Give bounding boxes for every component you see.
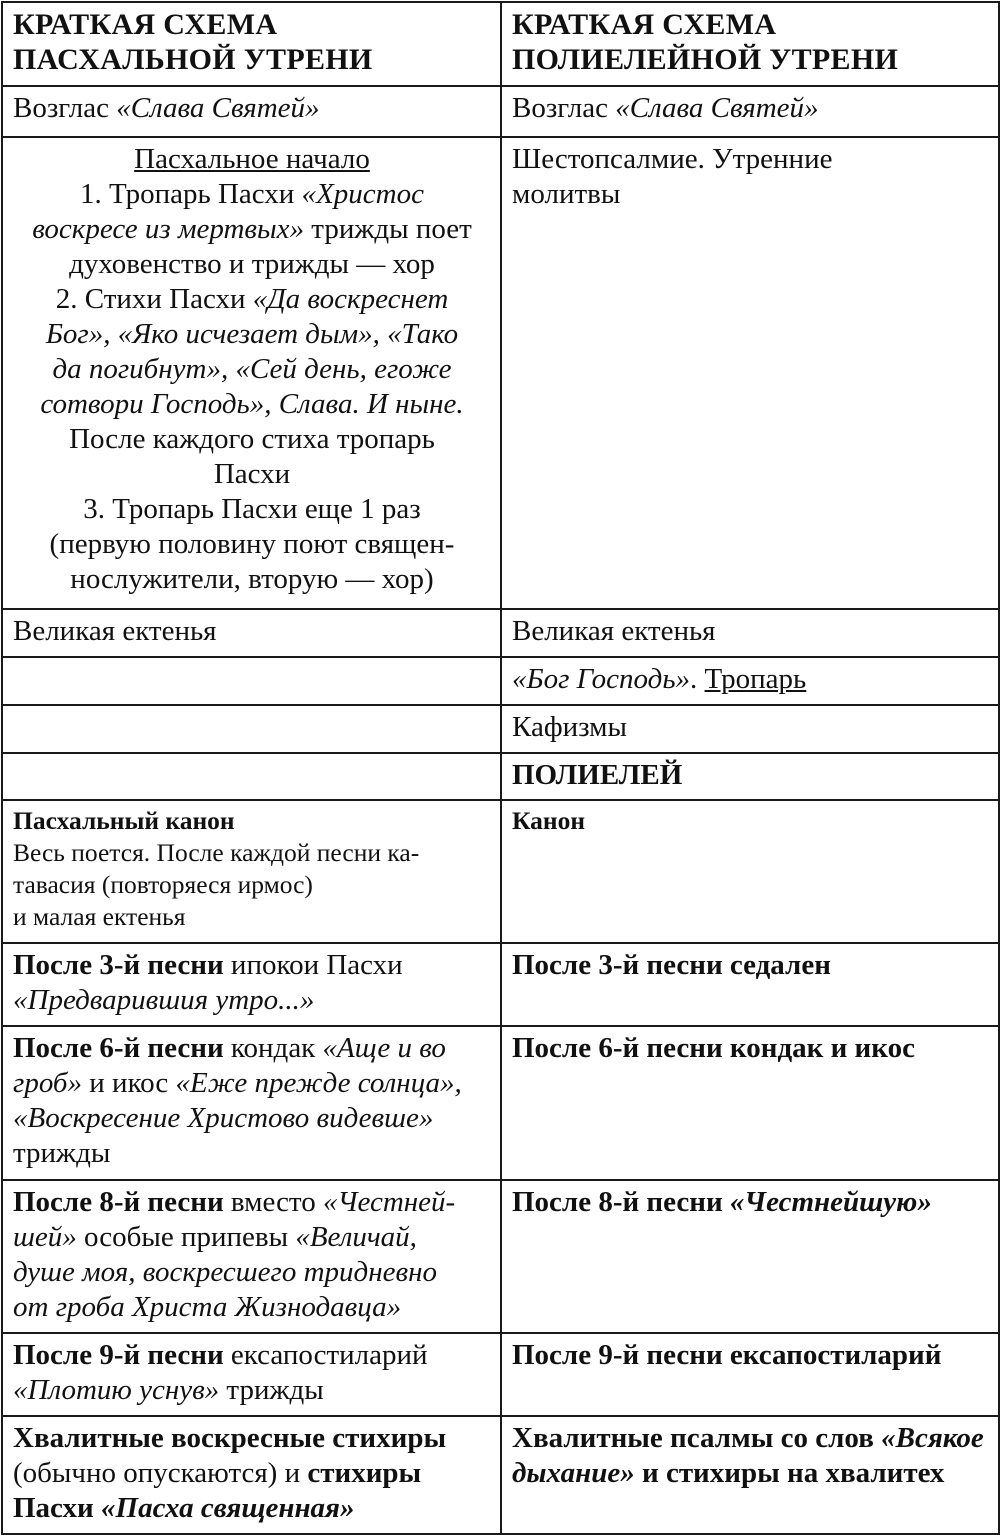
cell-right: Канон: [501, 800, 999, 943]
cell-left: После 6-й песни кондак «Аще и во гроб» и икос «Еже прежде солнца», «Воскресение Христово видевше» трижды: [2, 1026, 501, 1180]
cell-left: Великая ектенья: [2, 609, 501, 657]
cell-left: Хвалитные воскресные стихиры (обычно опускаются) и стихиры Пасхи «Пасха священная»: [2, 1416, 501, 1534]
table-row: [2, 1026, 999, 1180]
cell-right: Возглас «Слава Святей»: [501, 86, 999, 137]
table-row: [2, 943, 999, 1026]
cell-left-empty: [2, 657, 501, 705]
cell-right: Кафизмы: [501, 705, 999, 753]
table-row: [2, 137, 999, 609]
table-row: [2, 800, 999, 943]
cell-left: Возглас «Слава Святей»: [2, 86, 501, 137]
header-left: КРАТКАЯ СХЕМА ПАСХАЛЬНОЙ УТРЕНИ: [2, 2, 501, 86]
table-row: [2, 86, 999, 137]
comparison-table: [1, 1, 1000, 1535]
cell-left-empty: [2, 705, 501, 753]
table-row: [2, 657, 999, 705]
table-row: [2, 609, 999, 657]
cell-right: ПОЛИЕЛЕЙ: [501, 753, 999, 800]
table-row: [2, 705, 999, 753]
cell-right: После 9-й песни ексапостиларий: [501, 1333, 999, 1416]
header-right: КРАТКАЯ СХЕМА ПОЛИЕЛЕЙНОЙ УТРЕНИ: [501, 2, 999, 86]
cell-right: Великая ектенья: [501, 609, 999, 657]
table-row: [2, 753, 999, 800]
cell-left: После 3-й песни ипокои Пасхи «Предварившия утро...»: [2, 943, 501, 1026]
table-row: [2, 1333, 999, 1416]
cell-left: После 9-й песни ексапостиларий «Плотию уснув» трижды: [2, 1333, 501, 1416]
cell-right: Шестопсалмие. Утренние молитвы: [501, 137, 999, 609]
cell-left: Пасхальное начало 1. Тропарь Пасхи «Христос воскресе из мертвых» трижды поет духовенство и трижды — хор 2. Стихи Пасхи «Да воскреснет Бог», «Яко исчезает дым», «Тако да погибнут», «Сей день, егоже сотвори Господь», Слава. И ныне. После каждого стиха тропарь Пасхи 3. Тропарь Пасхи еще 1 раз (первую половину поют священ- нослужители, вторую — хор): [2, 137, 501, 609]
cell-right: После 3-й песни седален: [501, 943, 999, 1026]
cell-right: После 6-й песни кондак и икос: [501, 1026, 999, 1180]
cell-right: «Бог Господь». Тропарь: [501, 657, 999, 705]
cell-right: Хвалитные псалмы со слов «Всякое дыхание» и стихиры на хвалитех: [501, 1416, 999, 1534]
cell-left: Пасхальный канон Весь поется. После каждой песни ка- тавасия (повторяеся ирмос) и малая ектенья: [2, 800, 501, 943]
section-title: Пасхальное начало: [134, 143, 370, 175]
table-row: [2, 1180, 999, 1333]
cell-left-empty: [2, 753, 501, 800]
cell-right: После 8-й песни «Честнейшую»: [501, 1180, 999, 1333]
cell-left: После 8-й песни вместо «Честней- шей» особые припевы «Величай, душе моя, воскресшего тридневно от гроба Христа Жизнодавца»: [2, 1180, 501, 1333]
table-row: [2, 2, 999, 86]
table-row: [2, 1416, 999, 1534]
